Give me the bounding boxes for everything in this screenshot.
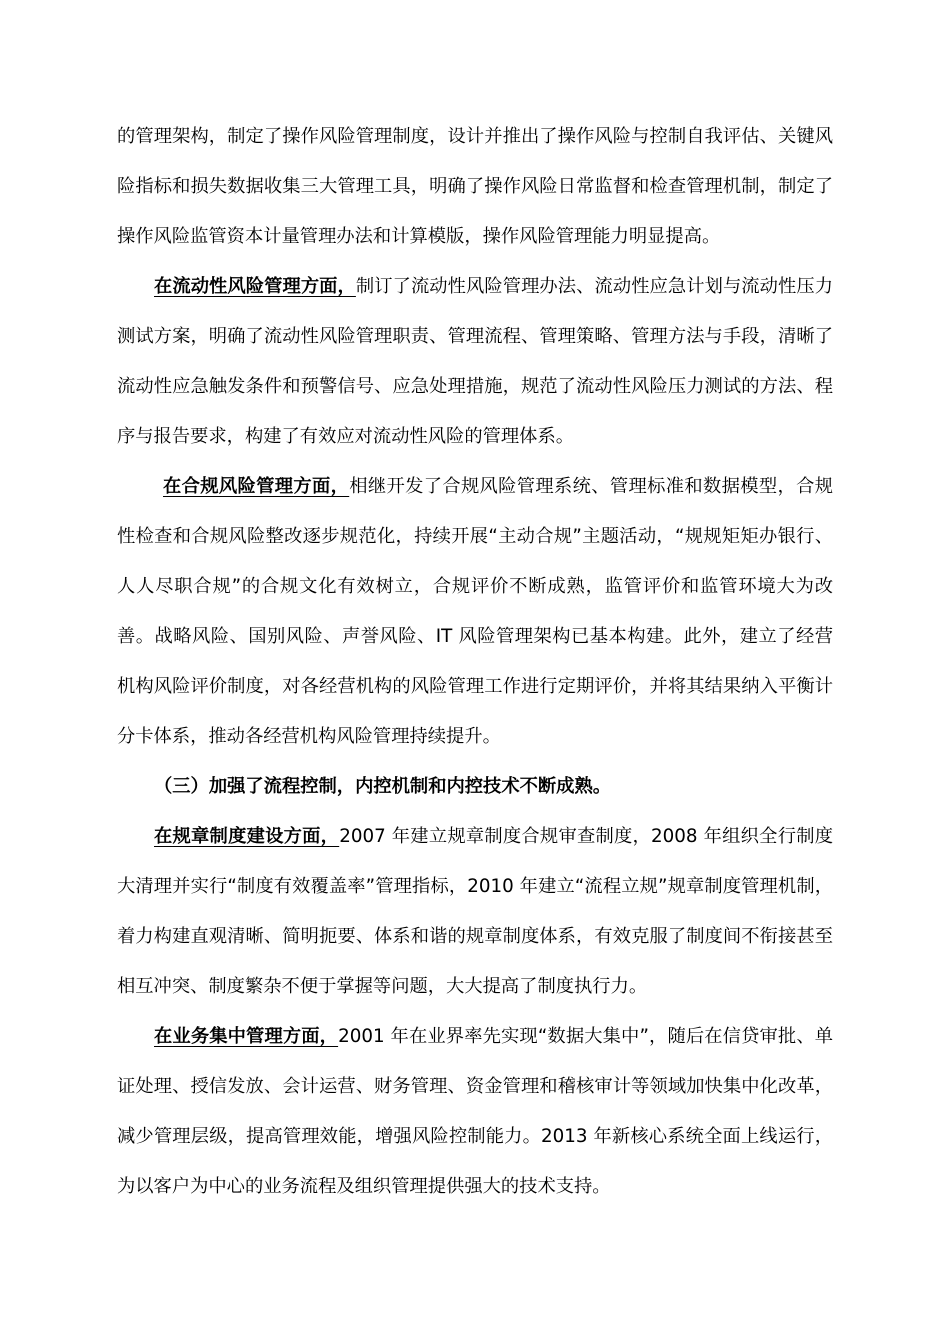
section-title bbox=[117, 762, 833, 812]
paragraph-regulations bbox=[117, 812, 833, 1012]
paragraph-text: 相继开发了合规风险管理系统、管理标准和数据模型，合规性检查和合规风险整改逐步规范化，持续开展“主动合规”主题活动，“规规矩矩办银行、人人尽职合规”的合规文化有效树立，合规评价不断成熟，监管评价和监管环境大为改善。战略风险、国别风险、声誉风险、IT 风险管理架构已基本构建。此外，建立了经营机构风险评价制度，对各经营机构的风险管理工作进行定期评价，并将其结果纳入平衡计分卡体系，推动各经营机构风险管理持续提升。 bbox=[117, 476, 834, 747]
paragraph-lead: 在流动性风险管理方面， bbox=[154, 276, 356, 297]
paragraph-centralized-management bbox=[117, 1012, 833, 1212]
paragraph-lead: 在业务集中管理方面， bbox=[154, 1026, 339, 1047]
paragraph-text: 2001 年在业界率先实现“数据大集中”，随后在信贷审批、单证处理、授信发放、会计运营、财务管理、资金管理和稽核审计等领域加快集中化改革，减少管理层级，提高管理效能，增强风险控制能力。2013 年新核心系统全面上线运行，为以客户为中心的业务流程及组织管理提供强大的技术支持。 bbox=[117, 1026, 834, 1197]
paragraph-lead: 在合规风险管理方面， bbox=[163, 476, 350, 497]
paragraph-operational-risk bbox=[117, 112, 833, 262]
section-title-text: （三）加强了流程控制，内控机制和内控技术不断成熟。 bbox=[154, 776, 612, 797]
paragraph-text: 2007 年建立规章制度合规审查制度，2008 年组织全行制度大清理并实行“制度有效覆盖率”管理指标，2010 年建立“流程立规”规章制度管理机制，着力构建直观清晰、简明扼要、体系和谐的规章制度体系，有效克服了制度间不衔接甚至相互冲突、制度繁杂不便于掌握等问题，大大提高了制度执行力。 bbox=[117, 826, 834, 997]
document-body bbox=[117, 112, 833, 1212]
paragraph-compliance-risk bbox=[117, 462, 833, 762]
paragraph-lead: 在规章制度建设方面， bbox=[154, 826, 340, 847]
paragraph-text: 制订了流动性风险管理办法、流动性应急计划与流动性压力测试方案，明确了流动性风险管理职责、管理流程、管理策略、管理方法与手段，清晰了流动性应急触发条件和预警信号、应急处理措施，规范了流动性风险压力测试的方法、程序与报告要求，构建了有效应对流动性风险的管理体系。 bbox=[117, 276, 834, 447]
paragraph-liquidity-risk bbox=[117, 262, 833, 462]
paragraph-text: 的管理架构，制定了操作风险管理制度，设计并推出了操作风险与控制自我评估、关键风险指标和损失数据收集三大管理工具，明确了操作风险日常监督和检查管理机制，制定了操作风险监管资本计量管理办法和计算模版，操作风险管理能力明显提高。 bbox=[117, 126, 833, 247]
